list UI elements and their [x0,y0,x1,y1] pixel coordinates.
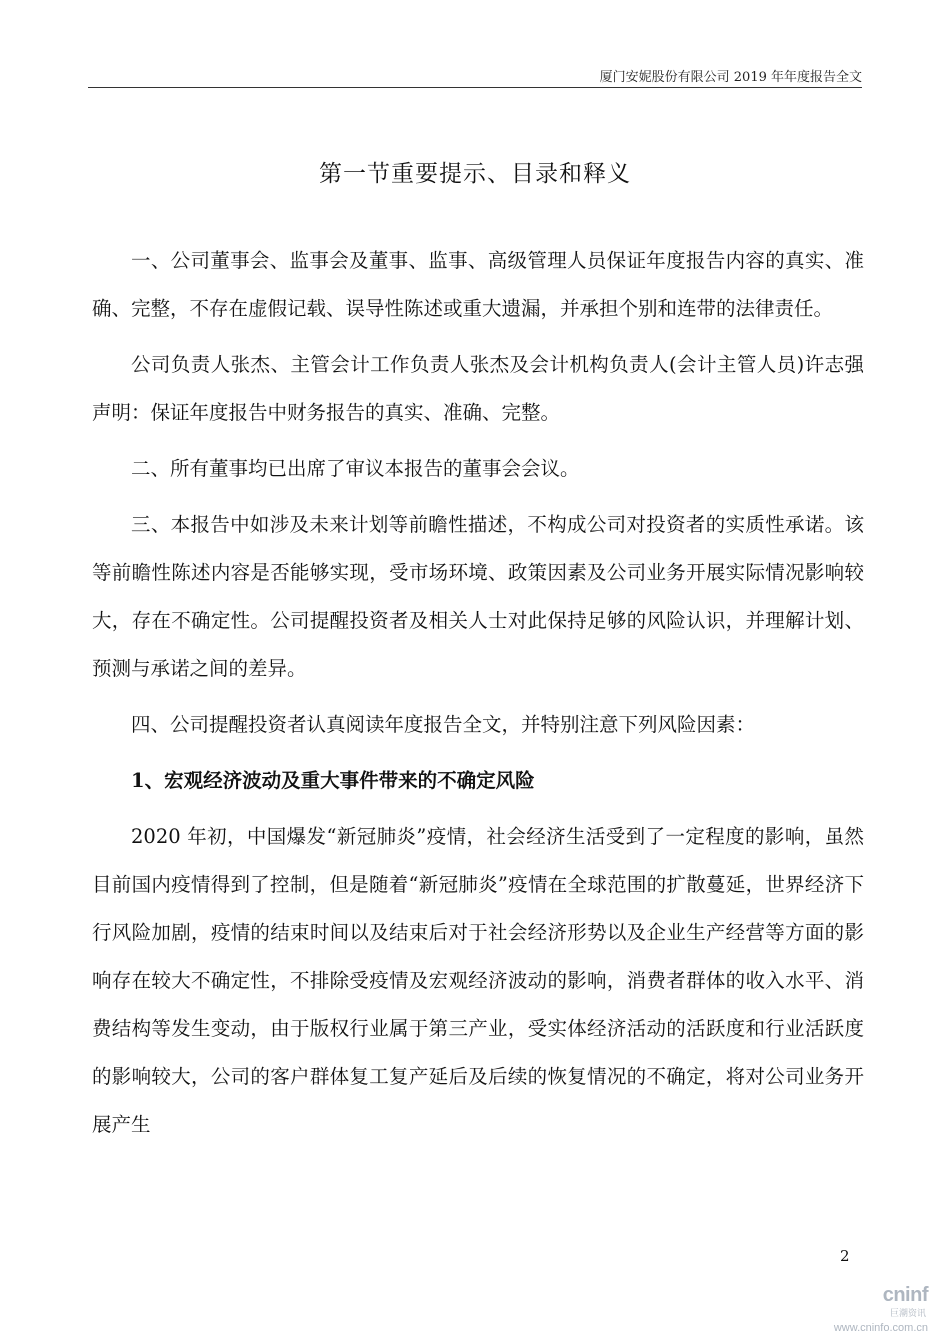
paragraph-forward-looking: 三、本报告中如涉及未来计划等前瞻性描述，不构成公司对投资者的实质性承诺。该等前瞻性陈述内容是否能够实现，受市场环境、政策因素及公司业务开展实际情况影响较大，存在不确定性。公司提醒投资者及相关人士对此保持足够的风险认识，并理解计划、预测与承诺之间的差异。 [92,513,864,680]
paragraph-responsible-persons: 公司负责人张杰、主管会计工作负责人张杰及会计机构负责人(会计主管人员)许志强声明：保证年度报告中财务报告的真实、准确、完整。 [92,353,864,424]
risk-heading-macro: 1、宏观经济波动及重大事件带来的不确定风险 [131,769,535,792]
watermark-subtitle: 巨潮资讯 [889,1308,926,1318]
document-body [92,237,864,1157]
cninfo-watermark [808,1284,928,1338]
watermark-logo: cninf [882,1284,928,1306]
running-header: 厦门安妮股份有限公司 2019 年年度报告全文 [599,70,862,85]
watermark-url: www.cninfo.com.cn [833,1322,928,1334]
page-number: 2 [840,1247,850,1265]
paragraph-covid-impact: 2020 年初，中国爆发“新冠肺炎”疫情，社会经济生活受到了一定程度的影响，虽然目前国内疫情得到了控制，但是随着“新冠肺炎”疫情在全球范围的扩散蔓延，世界经济下行风险加剧，疫情的结束时间以及结束后对于社会经济形势以及企业生产经营等方面的影响存在较大不确定性，不排除受疫情及宏观经济波动的影响，消费者群体的收入水平、消费结构等发生变动，由于版权行业属于第三产业，受实体经济活动的活跃度和行业活跃度的影响较大，公司的客户群体复工复产延后及后续的恢复情况的不确定，将对公司业务开展产生 [92,825,864,1136]
paragraph-board-guarantee: 一、公司董事会、监事会及董事、监事、高级管理人员保证年度报告内容的真实、准确、完整，不存在虚假记载、误导性陈述或重大遗漏，并承担个别和连带的法律责任。 [92,249,864,320]
paragraph-risk-notice: 四、公司提醒投资者认真阅读年度报告全文，并特别注意下列风险因素： [131,713,756,736]
section-title: 第一节重要提示、目录和释义 [319,161,631,187]
paragraph-board-attendance: 二、所有董事均已出席了审议本报告的董事会会议。 [131,457,580,480]
header-divider [88,87,862,88]
